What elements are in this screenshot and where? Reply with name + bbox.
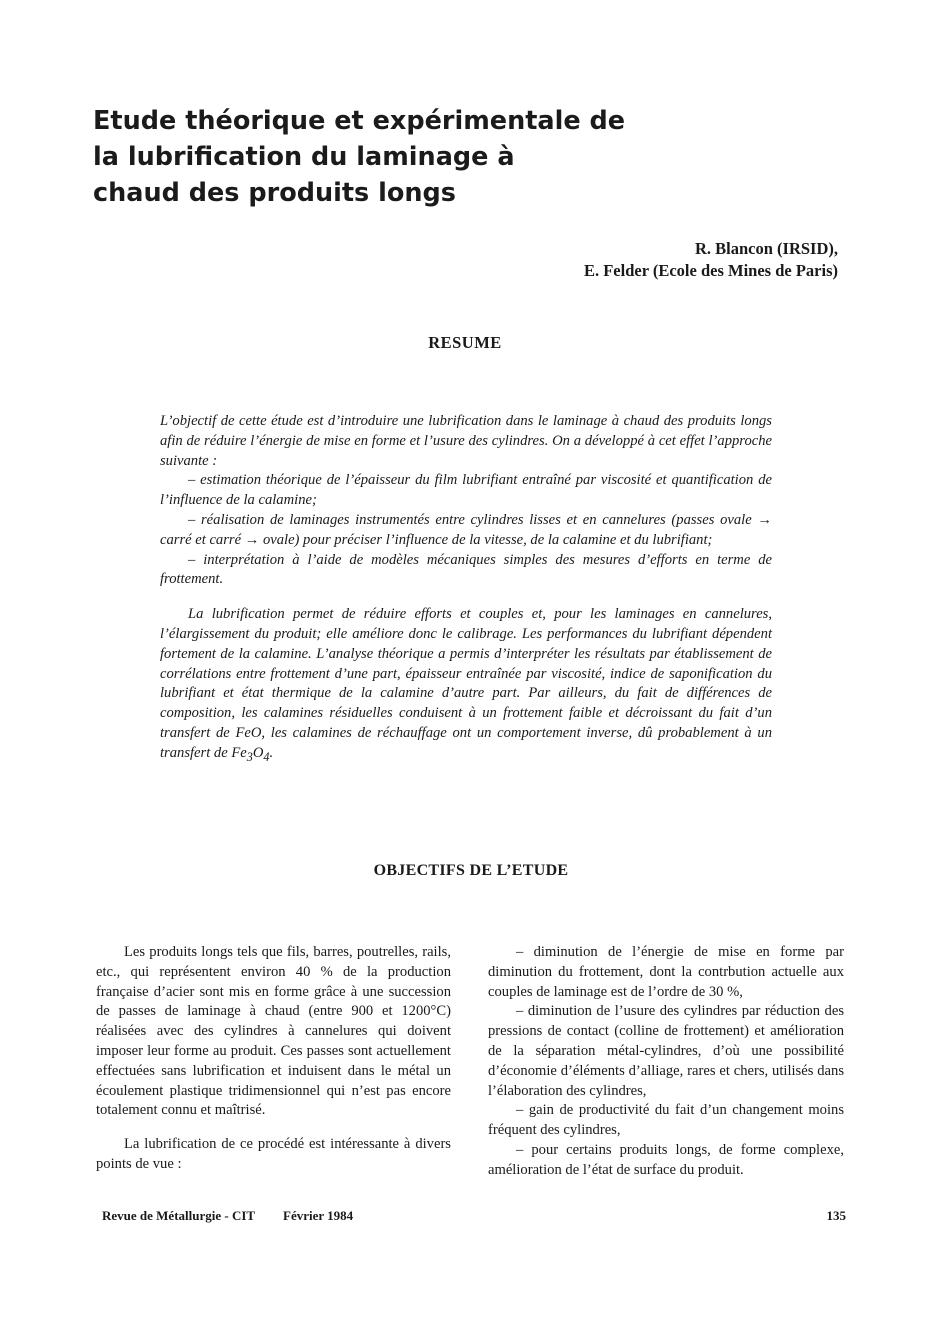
abstract-intro: L’objectif de cette étude est d’introduire une lubrification dans le laminage à chaud des produits longs afin de réduire l’énergie de mise en forme et l’usure des cylindres. On a développé à cet effet l’approche suivante :	[160, 413, 772, 469]
title-line: la lubrification du laminage à	[93, 142, 515, 172]
resume-heading: RESUME	[428, 333, 502, 352]
objective-item: – diminution de l’usure des cylindres par réduction des pressions de contact (colline de frottement) et amélioration de la séparation métal-cylindres, d’où une possibilité d’économie d’éléments d’alliage, rares et chers, utilisés dans l’élaboration des cylindres,	[488, 1003, 844, 1099]
authors-block	[584, 238, 838, 282]
title-line: Etude théorique et expérimentale de	[93, 106, 626, 136]
objective-item: – diminution de l’énergie de mise en forme par diminution du frottement, dont la contrbution actuelle aux couples de laminage est de l’ordre de 30 %,	[488, 944, 844, 1000]
page-number: 135	[826, 1208, 846, 1223]
abstract-paragraph-2-text: La lubrification permet de réduire efforts et couples et, pour les laminages en cannelures, l’élargissement du produit; elle améliore donc le calibrage. Les performances du lubrifiant dépendent fortement de la calamine. L’analyse théorique a permis d’interpréter les résultats par établissement de corrélations entre frottement d’une part, épaisseur entraînée par viscosité, indice de saponification du lubrifiant et état thermique de la calamine d’autre part. Par ailleurs, du fait de différences de composition, les calamines résiduelles conduisent à un frottement faible et décroissant du fait d’un transfert de FeO, les calamines de réchauffage ont un comportement inverse, dû probablement à un transfert de	[160, 606, 772, 761]
abstract	[160, 412, 772, 767]
section-heading: OBJECTIFS DE L’ETUDE	[373, 862, 569, 879]
article-title	[93, 103, 733, 211]
footer-journal: Revue de Métallurgie - CIT	[102, 1208, 256, 1223]
body-paragraph: Les produits longs tels que fils, barres, poutrelles, rails, etc., qui représentent environ 40 % de la production française d’acier sont mis en forme grâce à une succession de passes de laminage à chaud (entre 900 et 1200°C) réalisées avec des cylindres à cannelures qui doivent imposer leur forme au produit. Ces passes sont actuellement effectuées sans lubrification et induisent dans le métal un écoulement plastique tridimensionnel qui n’est pas encore totalement connu et maîtrisé.	[96, 944, 451, 1119]
objective-item: – gain de productivité du fait d’un changement moins fréquent des cylindres,	[488, 1102, 844, 1139]
abstract-list-item: – interprétation à l’aide de modèles mécaniques simples des mesures d’efforts en terme de frottement.	[160, 551, 772, 588]
author-line: R. Blancon (IRSID),	[694, 239, 838, 258]
chemical-formula: $Fe_3O_4$	[231, 744, 270, 764]
left-column	[96, 943, 451, 1175]
abstract-list-item: – réalisation de laminages instrumentés entre cylindres lisses et en cannelures (passes ovale → carré et carré → ovale) pour préciser l’influence de la vitesse, de la calamine et du lubrifiant;	[160, 511, 772, 548]
right-column	[488, 943, 844, 1181]
title-line: chaud des produits longs	[93, 178, 456, 208]
objective-item: – pour certains produits longs, de forme complexe, amélioration de l’état de surface du produit.	[488, 1141, 844, 1178]
abstract-list-item: – estimation théorique de l’épaisseur du film lubrifiant entraîné par viscosité et quantification de l’influence de la calamine;	[160, 472, 772, 509]
body-paragraph: La lubrification de ce procédé est intéressante à divers points de vue :	[96, 1136, 451, 1172]
footer-date: Février 1984	[283, 1208, 354, 1223]
abstract-paragraph-2: La lubrification permet de réduire efforts et couples et, pour les laminages en cannelures, l’élargissement du produit; elle améliore donc le calibrage. Les performances du lubrifiant dépendent fortement de la calamine. L’analyse théorique a permis d’interpréter les résultats par établissement de corrélations entre frottement d’une part, épaisseur entraînée par viscosité, indice de saponification du lubrifiant et état thermique de la calamine d’autre part. Par ailleurs, du fait de différences de composition, les calamines résiduelles conduisent à un frottement faible et décroissant du fait d’un transfert de FeO, les calamines de réchauffage ont un comportement inverse, dû probablement à un transfert de $Fe_3O_4$.	[160, 606, 772, 764]
author-line: E. Felder (Ecole des Mines de Paris)	[583, 261, 838, 280]
